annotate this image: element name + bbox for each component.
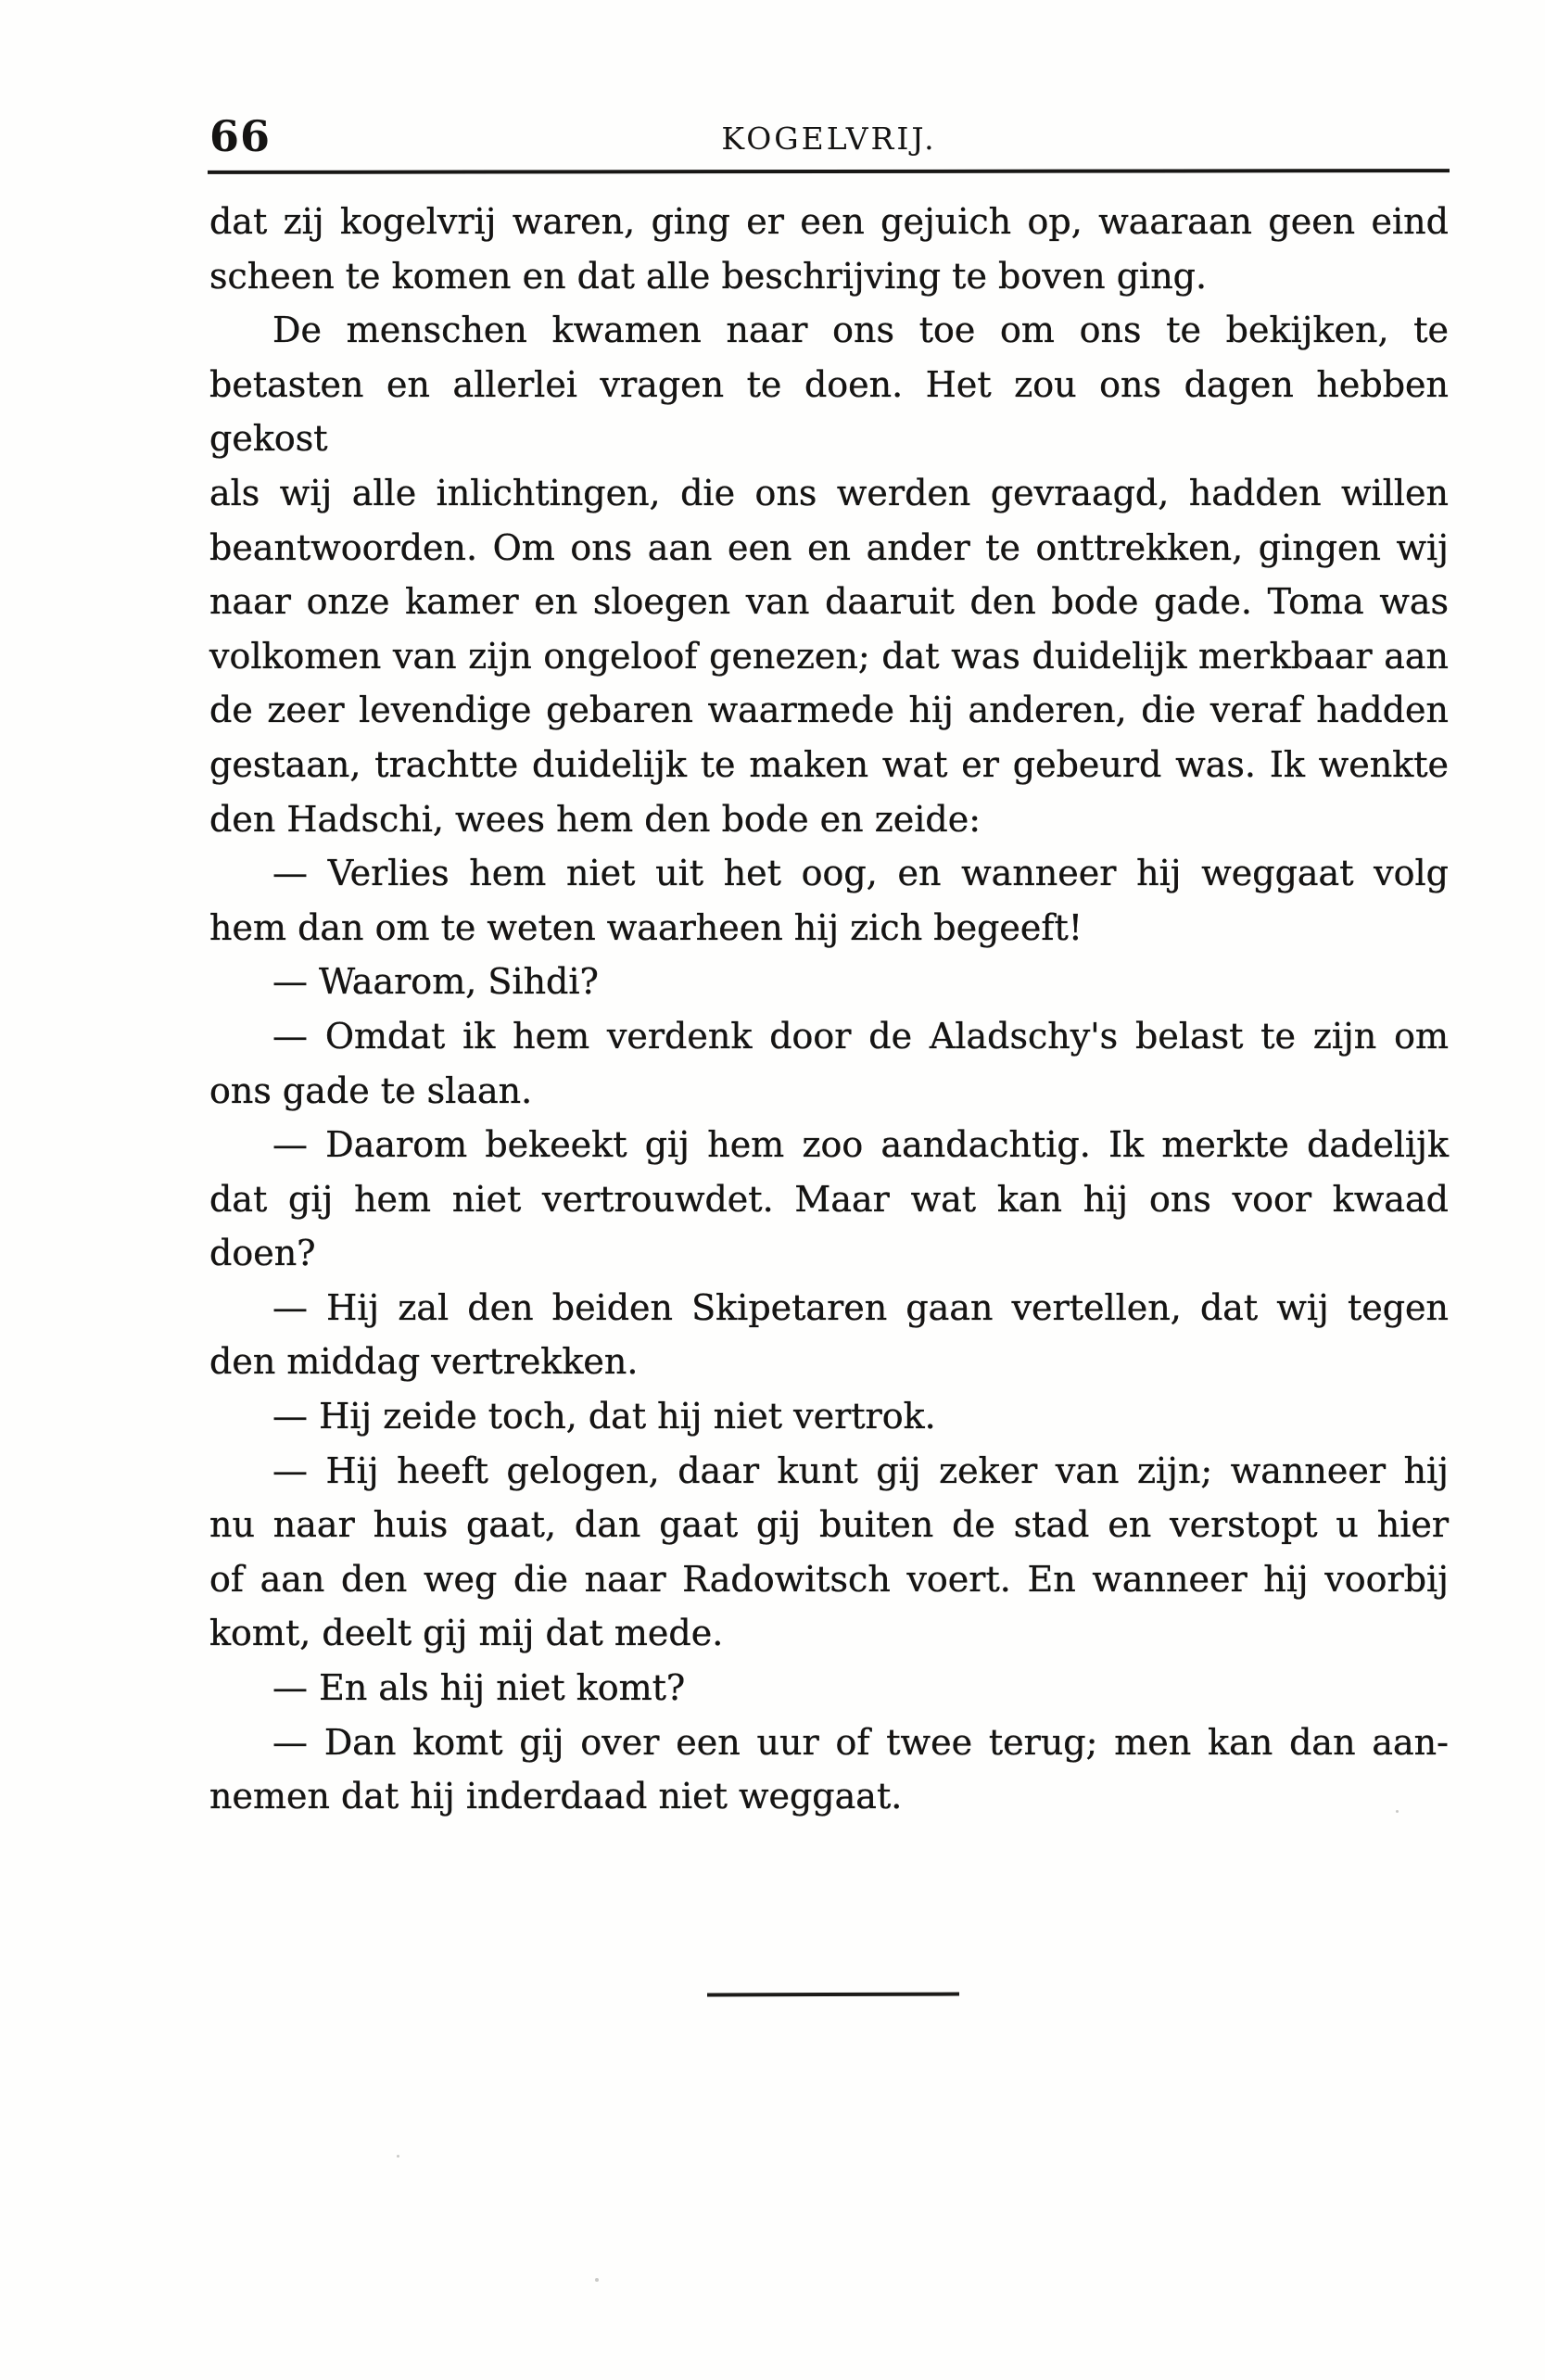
text-line: — Waarom, Sihdi? (272, 961, 599, 1003)
paragraph (209, 1281, 1449, 1389)
paragraph (209, 1389, 1449, 1444)
text-line: scheen te komen en dat alle beschrijving te boven ging. (209, 255, 1208, 297)
text-line: dat gij hem niet vertrouwdet. Maar wat kan hij ons voor kwaad (209, 1178, 1449, 1220)
page-number: 66 (209, 111, 272, 161)
text-line: — Hij zal den beiden Skipetaren gaan vertellen, dat wij tegen (272, 1286, 1449, 1328)
text-line: naar onze kamer en sloegen van daaruit den bode gade. Toma was (209, 581, 1449, 623)
paragraph (209, 1009, 1449, 1118)
section-divider-rule (707, 1993, 959, 1997)
paragraph (209, 1444, 1449, 1661)
scan-speck (1396, 1810, 1399, 1813)
scan-speck (397, 2155, 399, 2158)
paragraph (209, 303, 1449, 846)
text-line: gestaan, trachtte duidelijk te maken wat er gebeurd was. Ik wenkte (209, 743, 1449, 785)
scan-speck (595, 2278, 599, 2282)
text-line: komt, deelt gij mij dat mede. (209, 1613, 724, 1654)
running-title: KOGELVRIJ. (721, 120, 937, 157)
paragraph (209, 846, 1449, 955)
text-line: betasten en allerlei vragen te doen. Het zou ons dagen hebben gekost (209, 363, 1449, 460)
paragraph (209, 1715, 1449, 1824)
text-line: volkomen van zijn ongeloof genezen; dat was duidelijk merkbaar aan (209, 635, 1449, 677)
text-line: als wij alle inlichtingen, die ons werden gevraagd, hadden willen (209, 472, 1449, 513)
text-line: de zeer levendige gebaren waarmede hij anderen, die veraf hadden (209, 690, 1449, 731)
text-line: — Verlies hem niet uit het oog, en wanneer hij weggaat volg (272, 853, 1449, 894)
paragraph (209, 1118, 1449, 1281)
text-line: doen? (209, 1233, 316, 1274)
text-line: — Dan komt gij over een uur of twee terug; men kan dan aan- (272, 1721, 1449, 1763)
text-line: — Daarom bekeekt gij hem zoo aandachtig. Ik merkte dadelijk (272, 1124, 1449, 1166)
body-text (209, 195, 1449, 1824)
text-line: hem dan om te weten waarheen hij zich begeeft! (209, 906, 1083, 948)
header-rule (208, 169, 1450, 174)
paragraph (209, 955, 1449, 1009)
text-line: De menschen kwamen naar ons toe om ons te bekijken, te (272, 310, 1449, 351)
running-header (209, 104, 1449, 161)
text-line: den Hadschi, wees hem den bode en zeide: (209, 798, 981, 840)
text-line: — Hij zeide toch, dat hij niet vertrok. (272, 1396, 936, 1437)
text-line: den middag vertrekken. (209, 1341, 639, 1383)
text-line: dat zij kogelvrij waren, ging er een gejuich op, waaraan geen eind (209, 201, 1449, 242)
text-line: beantwoorden. Om ons aan een en ander te onttrekken, gingen wij (209, 526, 1449, 568)
text-line: nemen dat hij inderdaad niet weggaat. (209, 1776, 903, 1817)
text-line: nu naar huis gaat, dan gaat gij buiten de stad en verstopt u hier (209, 1504, 1449, 1546)
paragraph (209, 195, 1449, 303)
text-line: — Hij heeft gelogen, daar kunt gij zeker van zijn; wanneer hij (272, 1450, 1449, 1491)
text-line: — En als hij niet komt? (272, 1667, 686, 1709)
text-line: — Omdat ik hem verdenk door de Aladschy's belast te zijn om (272, 1015, 1449, 1057)
text-line: of aan den weg die naar Radowitsch voert. En wanneer hij voorbij (209, 1558, 1449, 1600)
text-line: ons gade te slaan. (209, 1070, 533, 1111)
paragraph (209, 1661, 1449, 1715)
